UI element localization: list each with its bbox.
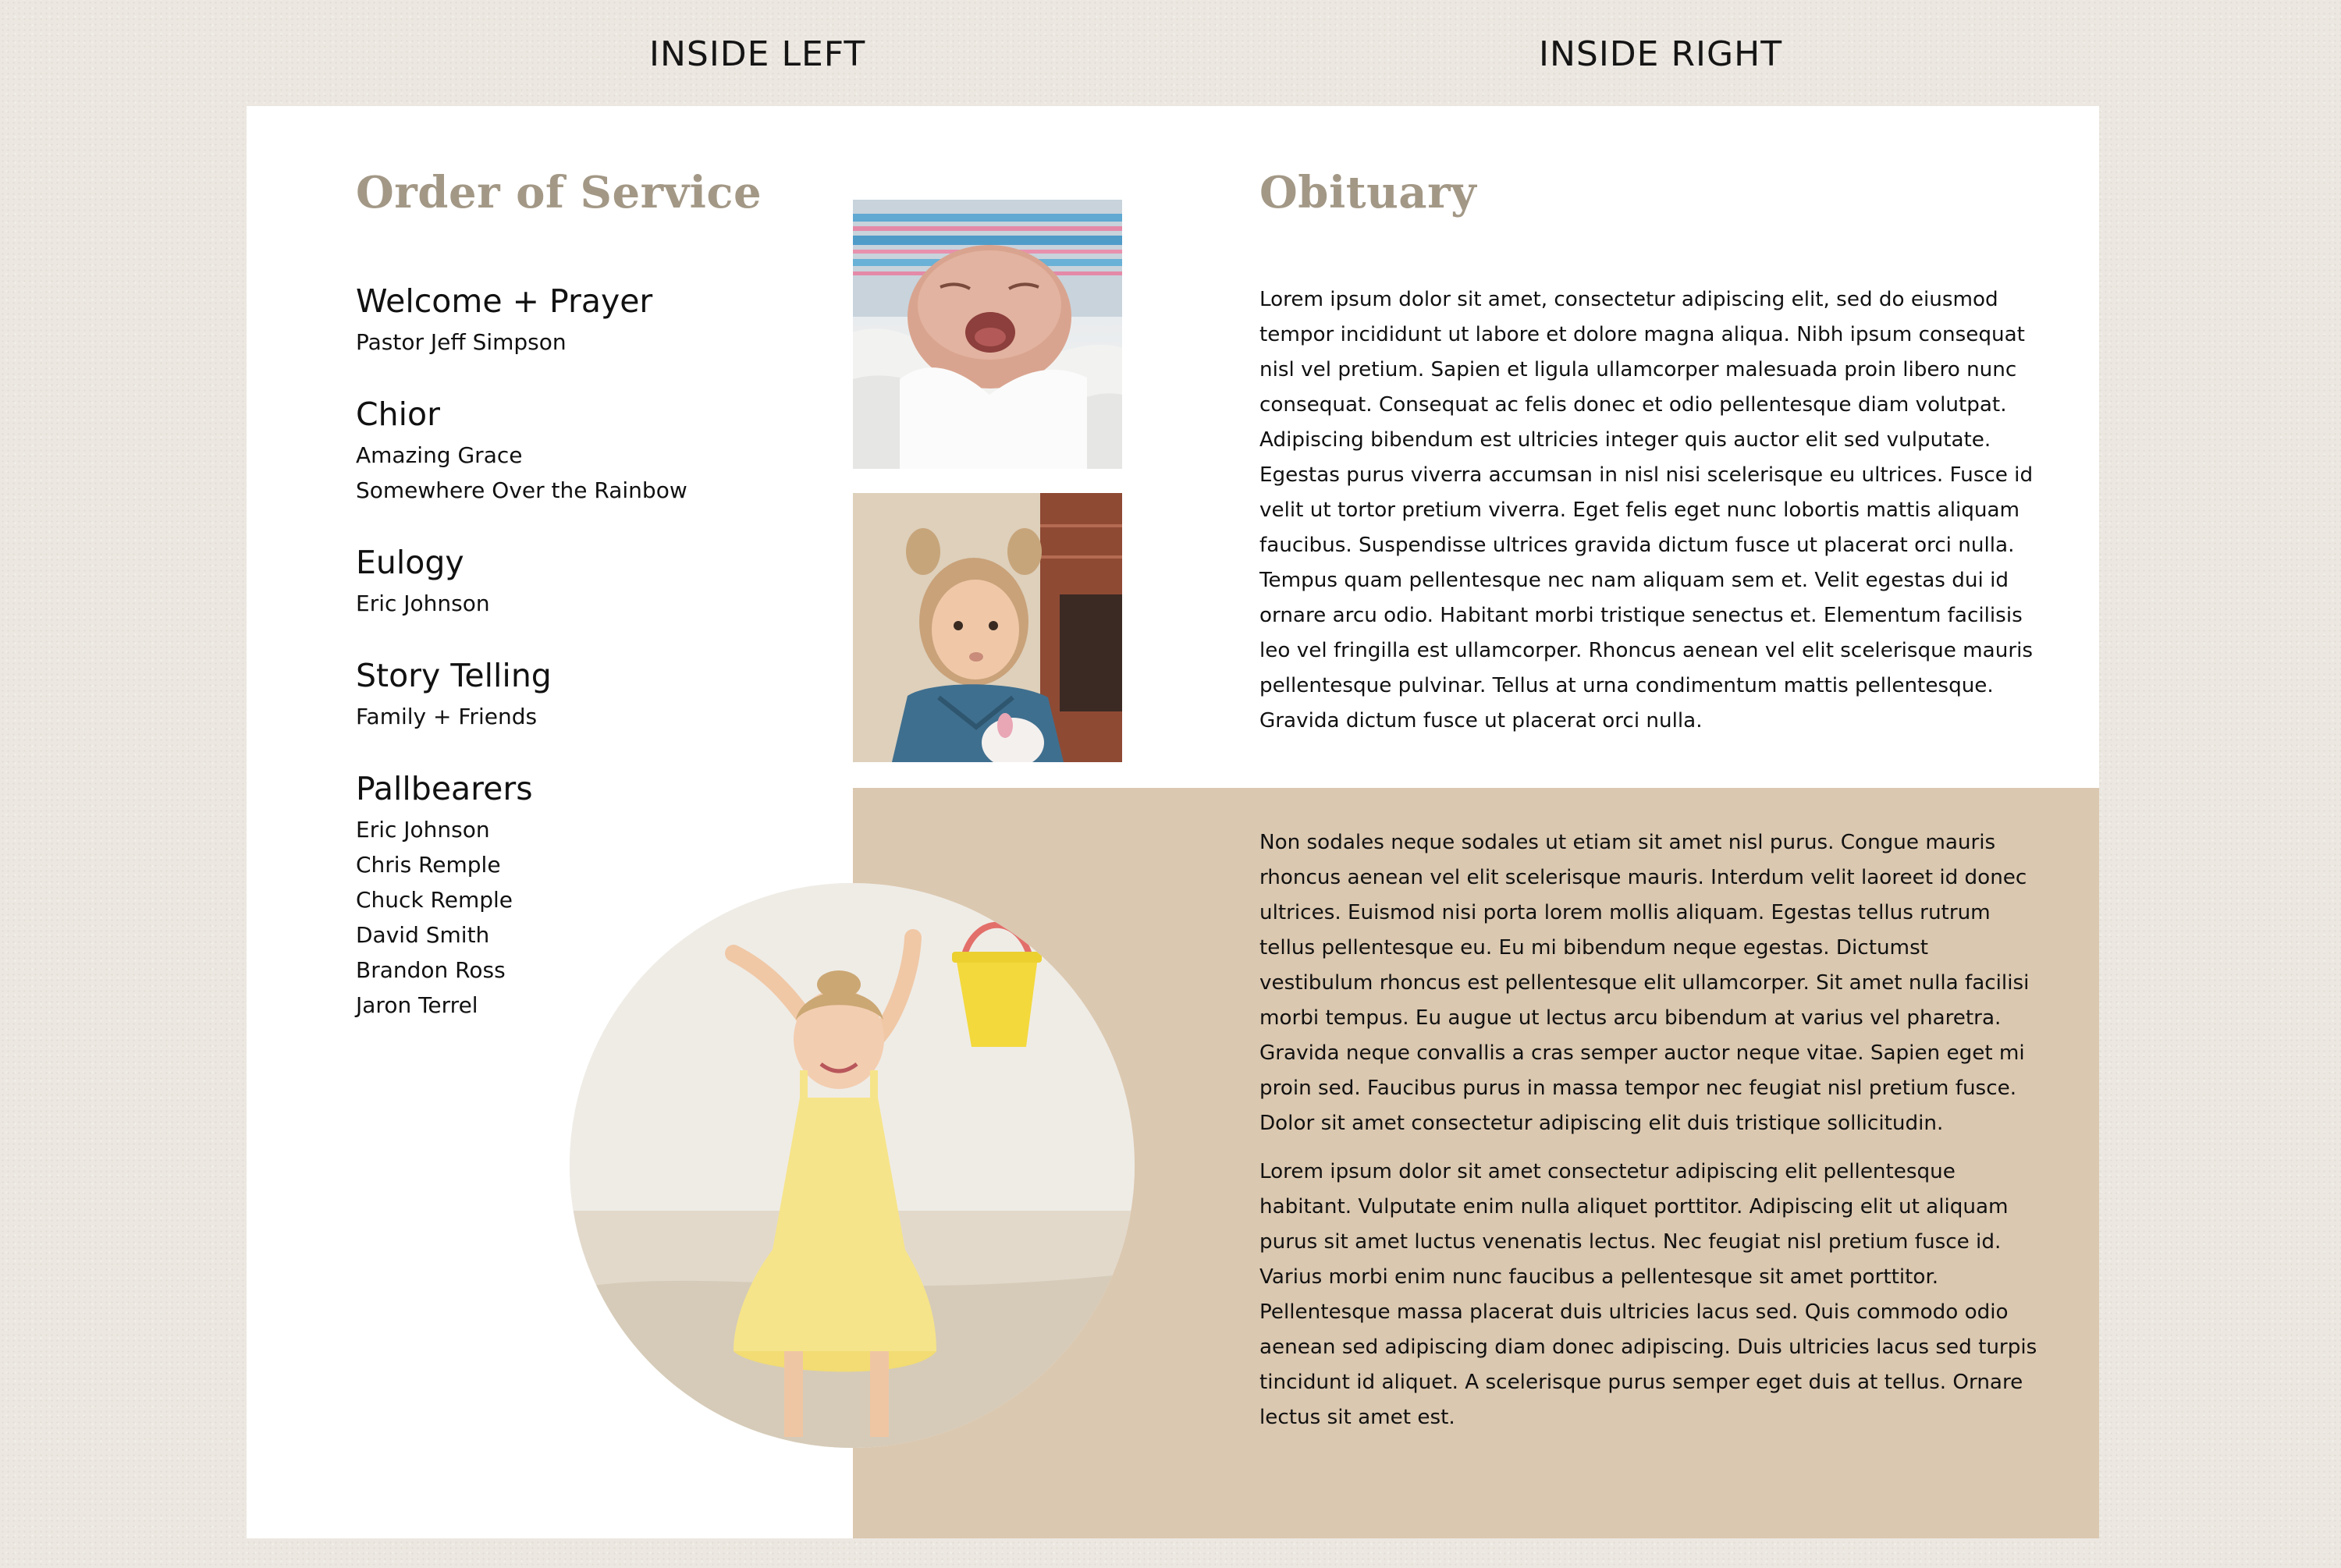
program-spread [247, 106, 2099, 1538]
service-item-line: Somewhere Over the Rainbow [356, 477, 687, 503]
service-item-line: David Smith [356, 922, 490, 948]
beach-girl-illustration [570, 883, 1135, 1448]
service-item-line: Pastor Jeff Simpson [356, 329, 567, 355]
inside-left-label: INSIDE LEFT [649, 34, 866, 74]
service-item-line: Chuck Remple [356, 887, 513, 913]
service-item-line: Brandon Ross [356, 957, 506, 983]
service-item-line: Jaron Terrel [356, 992, 478, 1018]
service-item-line: Eric Johnson [356, 591, 490, 616]
order-of-service-heading: Order of Service [356, 167, 762, 218]
obituary-paragraph: Lorem ipsum dolor sit amet, consectetur adipiscing elit, sed do eiusmod tempor incididunt ut labore et dolore magna aliqua. Nibh ipsum consequat nisl vel pretium. Sapien et ligula ullamcorper malesuada proin libero nunc consequat. Consequat ac felis donec et odio pellentesque diam volutpat. Adipiscing bibendum est ultricies integer quis auctor elit sed vulputate. Egestas purus viverra accumsan in nisl nisi scelerisque eu ultrices. Fusce id velit ut tortor pretium viverra. Eget felis eget nunc lobortis mattis aliquam faucibus. Suspendisse ultrices gravida dictum fusce ut placerat orci nulla. Tempus quam pellentesque nec nam aliquam sem et. Velit egestas dui id ornare arcu odio. Habitant morbi tristique senectus et. Elementum facilisis leo vel fringilla est ullamcorper. Rhoncus aenean vel elit scelerisque mauris pellentesque pulvinar. Tellus at urna condimentum mattis pellentesque. Gravida dictum fusce ut placerat orci nulla. [1259, 288, 2034, 733]
service-item-line: Family + Friends [356, 704, 538, 729]
service-item-title: Story Telling [356, 657, 552, 694]
service-item-line: Amazing Grace [356, 442, 523, 468]
service-item-story-telling [356, 654, 840, 734]
service-item-title: Eulogy [356, 544, 464, 581]
service-item-title: Pallbearers [356, 770, 533, 807]
service-item-eulogy [356, 541, 840, 621]
inside-right-label: INSIDE RIGHT [1539, 34, 1783, 74]
obituary-heading: Obituary [1259, 167, 1477, 218]
newborn-illustration [853, 200, 1122, 469]
service-item-line: Eric Johnson [356, 817, 490, 843]
obituary-paragraph: Non sodales neque sodales ut etiam sit amet nisl purus. Congue mauris rhoncus aenean vel elit scelerisque mauris. Interdum velit laoreet id donec ultrices. Euismod nisi porta lorem mollis aliquam. Egestas tellus rutrum tellus pellentesque eu. Eu mi bibendum neque egestas. Dictumst vestibulum rhoncus est pellentesque elit ullamcorper. Sit amet nulla facilisi morbi tempus. Eu augue ut lectus arcu bibendum at varius vel pharetra. Gravida neque convallis a cras semper auctor neque vitae. Sapien eget mi proin sed. Faucibus purus in massa tempor nec feugiat nisl pretium fusce. Dolor sit amet consectetur adipiscing elit duis tristique sollicitudin. [1259, 831, 2030, 1135]
obituary-paragraph: Lorem ipsum dolor sit amet consectetur adipiscing elit pellentesque habitant. Vulputate enim nulla aliquet porttitor. Adipiscing elit ut aliquam purus sit amet luctus venenatis lectus. Nec feugiat nisl pretium fusce id. Varius morbi enim nunc faucibus a pellentesque sit amet porttitor. Pellentesque massa placerat duis ultricies lacus sed. Quis commodo odio aenean sed adipiscing diam donec adipiscing. Duis ultricies lacus sed turpis tincidunt id aliquet. A scelerisque purus semper eget duis at tellus. Ornare lectus sit amet est. [1259, 1160, 2037, 1429]
service-item-line: Chris Remple [356, 852, 501, 878]
service-item-choir [356, 392, 840, 508]
newborn-photo [853, 200, 1122, 469]
toddler-illustration [853, 493, 1122, 762]
service-item-title: Chior [356, 396, 440, 433]
toddler-photo [853, 493, 1122, 762]
service-item-title: Welcome + Prayer [356, 282, 653, 320]
service-item-welcome [356, 279, 840, 360]
beach-girl-photo [570, 883, 1135, 1448]
